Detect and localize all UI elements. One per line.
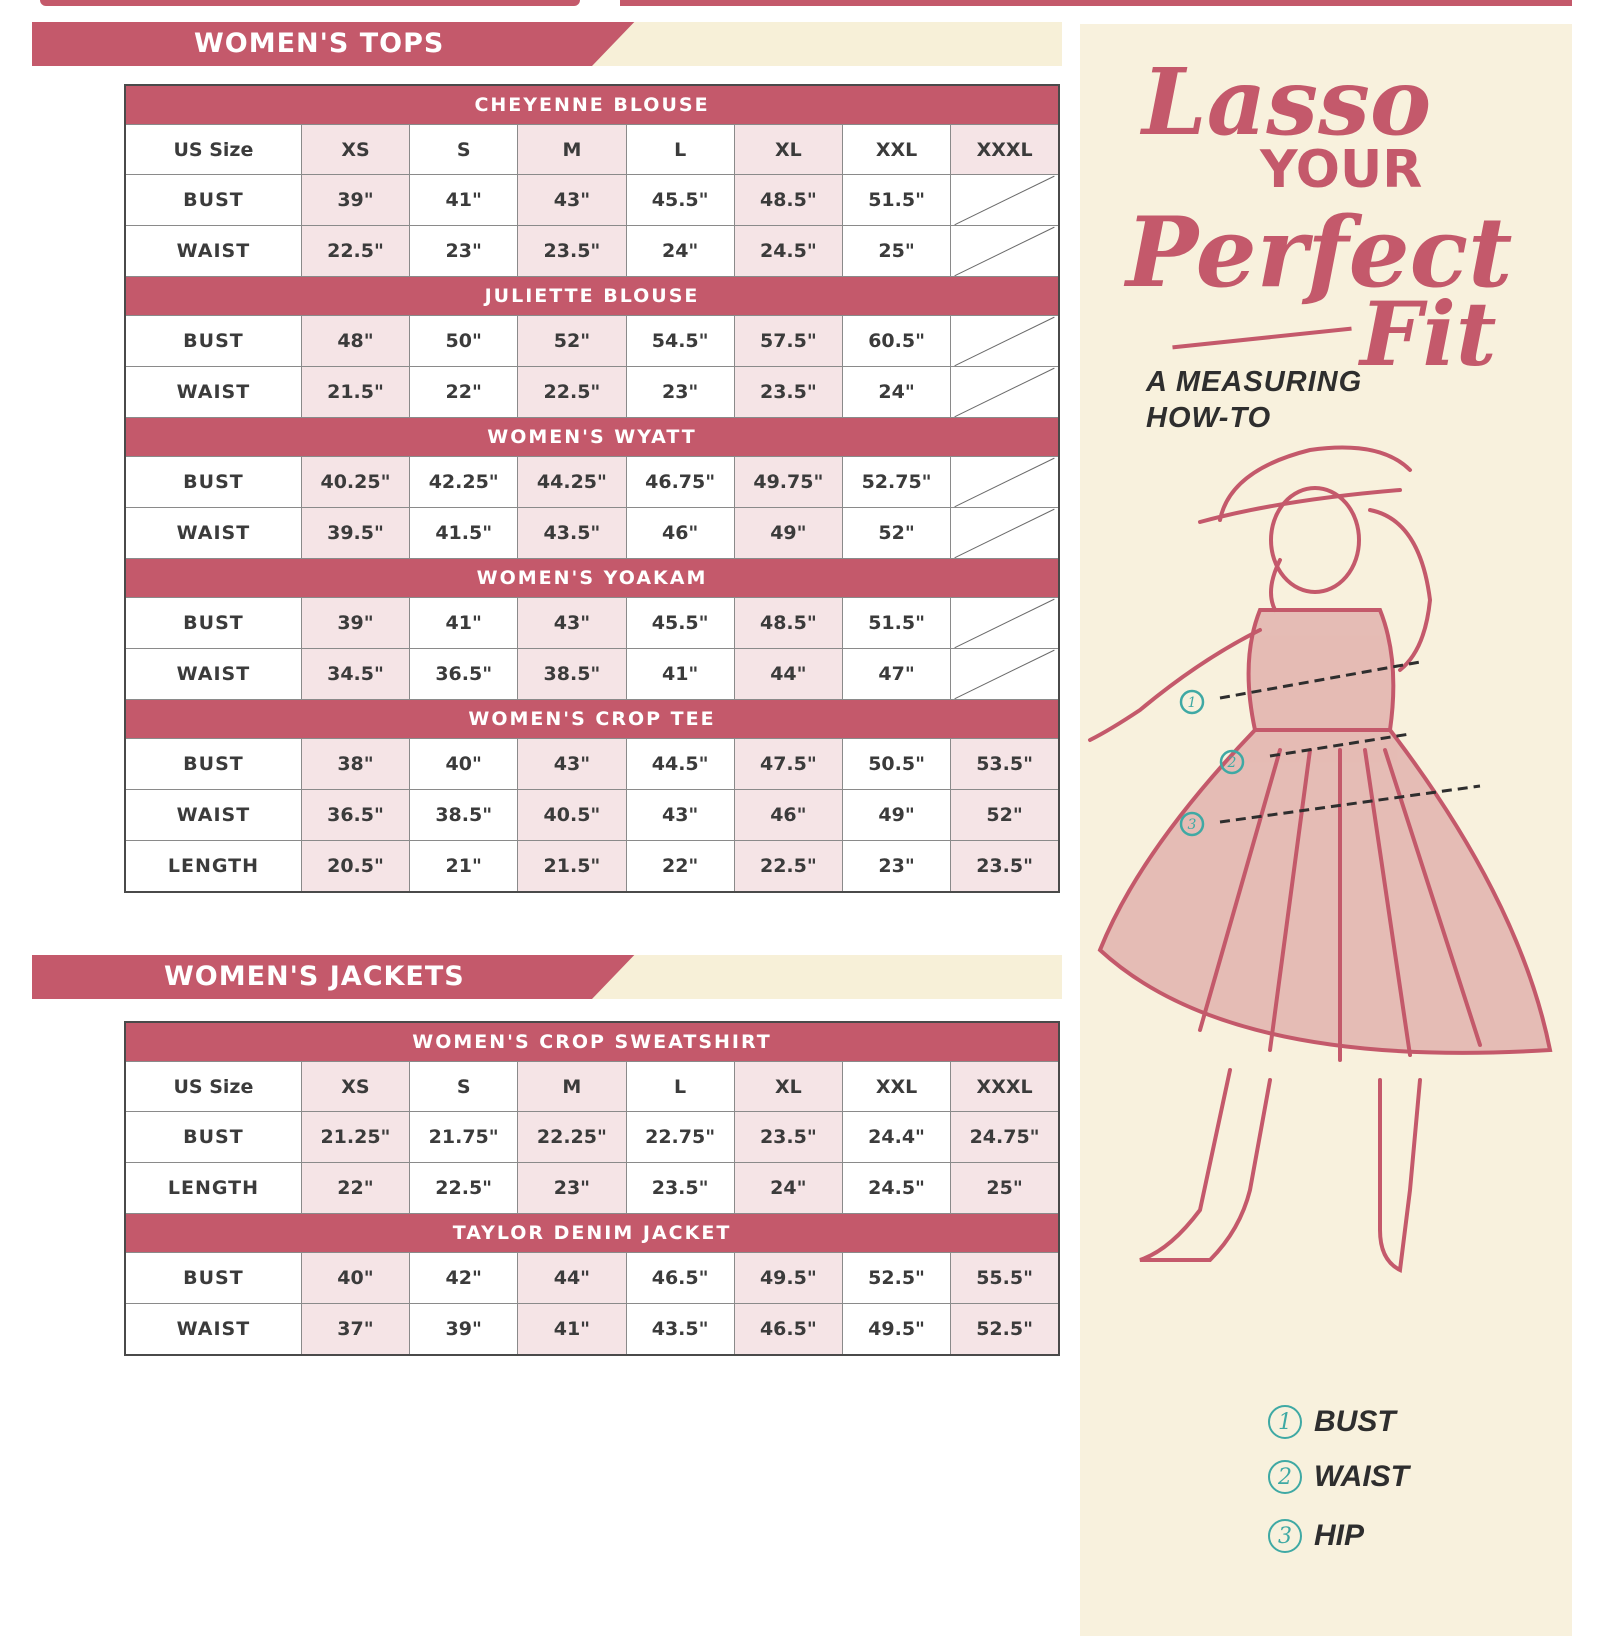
size-header-cell: XXL [842,125,950,175]
measurement-row [125,226,1059,277]
measurement-cell: 46.75" [626,457,734,508]
measurement-cell: 52.5" [951,1304,1059,1355]
jackets-table-body [125,1022,1059,1355]
measurement-cell: 24" [734,1163,842,1214]
legend-number: 1 [1268,1405,1302,1439]
size-header-cell: M [518,125,626,175]
measurement-cell: 23.5" [626,1163,734,1214]
measurement-row [125,1163,1059,1214]
measurement-row [125,739,1059,790]
size-header-label: US Size [125,125,301,175]
measurement-cell: 40" [301,1253,409,1304]
measurement-cell: 34.5" [301,649,409,700]
unavailable-cell [951,598,1059,649]
measurement-cell: 46" [626,508,734,559]
measurement-cell: 43" [626,790,734,841]
marker-number: 3 [1187,817,1197,833]
measurement-cell: 24.4" [842,1112,950,1163]
measurement-cell: 51.5" [842,175,950,226]
size-header-label: US Size [125,1062,301,1112]
measurement-cell: 24" [626,226,734,277]
size-header-cell: XXXL [951,125,1059,175]
measurement-cell: 23" [842,841,950,892]
measurement-cell: 40.25" [301,457,409,508]
size-header-row [125,1062,1059,1112]
measurement-label: BUST [125,316,301,367]
product-title-row [125,700,1059,739]
legend-label: HIP [1314,1519,1365,1552]
measurement-cell: 49" [734,508,842,559]
measurement-cell: 60.5" [842,316,950,367]
measurement-label: BUST [125,1253,301,1304]
measurement-cell: 52.5" [842,1253,950,1304]
legend-number: 2 [1268,1460,1302,1494]
measurement-cell: 22.5" [518,367,626,418]
legend-label: BUST [1314,1405,1396,1438]
measurement-cell: 23.5" [951,841,1059,892]
measurement-cell: 54.5" [626,316,734,367]
measurement-cell: 23" [518,1163,626,1214]
measurement-label: BUST [125,1112,301,1163]
measurement-cell: 24.75" [951,1112,1059,1163]
measurement-label: BUST [125,175,301,226]
size-header-row [125,125,1059,175]
measurement-row [125,367,1059,418]
measurement-cell: 39" [410,1304,518,1355]
unavailable-cell [951,367,1059,418]
size-header-cell: XXL [842,1062,950,1112]
jackets-size-table [124,1021,1060,1356]
measurement-cell: 46.5" [734,1304,842,1355]
measurement-row [125,790,1059,841]
measurement-label: BUST [125,457,301,508]
measurement-cell: 48.5" [734,175,842,226]
measurement-cell: 50" [410,316,518,367]
measurement-cell: 40" [410,739,518,790]
section-banner-tops [32,22,1062,66]
measurement-cell: 24.5" [842,1163,950,1214]
legend-label: WAIST [1314,1460,1409,1493]
top-logo-fragment [40,0,580,6]
measurement-row [125,175,1059,226]
perfect-title: Perfect [1126,196,1513,309]
size-header-cell: L [626,125,734,175]
measurement-label: WAIST [125,1304,301,1355]
measurement-cell: 39" [301,598,409,649]
measurement-cell: 43" [518,598,626,649]
measurement-cell: 22.75" [626,1112,734,1163]
measurement-cell: 51.5" [842,598,950,649]
measurement-label: WAIST [125,367,301,418]
measurement-cell: 49.75" [734,457,842,508]
measurement-cell: 44" [518,1253,626,1304]
measurement-label: BUST [125,598,301,649]
measurement-cell: 20.5" [301,841,409,892]
measurement-cell: 24.5" [734,226,842,277]
subtitle-line1: A MEASURING [1146,366,1363,398]
top-strip [620,0,1572,6]
product-title-row [125,559,1059,598]
measurement-cell: 41" [626,649,734,700]
measurement-cell: 57.5" [734,316,842,367]
measurement-row [125,1304,1059,1355]
unavailable-cell [951,457,1059,508]
size-header-cell: XS [301,125,409,175]
measurement-cell: 22.5" [410,1163,518,1214]
measurement-cell: 39.5" [301,508,409,559]
measurement-row [125,649,1059,700]
measurement-cell: 23.5" [734,1112,842,1163]
measurement-cell: 22" [626,841,734,892]
measurement-label: LENGTH [125,841,301,892]
measurement-cell: 23" [410,226,518,277]
measurement-cell: 21.5" [301,367,409,418]
marker-number: 1 [1187,695,1197,711]
section-title-tops: WOMEN'S TOPS [194,28,445,59]
measurement-cell: 42" [410,1253,518,1304]
unavailable-cell [951,226,1059,277]
measurement-label: WAIST [125,649,301,700]
size-header-cell: S [410,1062,518,1112]
measurement-cell: 45.5" [626,175,734,226]
measurement-cell: 43.5" [518,508,626,559]
measurement-label: WAIST [125,790,301,841]
measurement-cell: 23.5" [734,367,842,418]
measurement-cell: 39" [301,175,409,226]
product-title-row [125,1214,1059,1253]
measurement-cell: 41.5" [410,508,518,559]
legend-item-waist [1268,1457,1409,1497]
size-header-cell: M [518,1062,626,1112]
size-header-cell: XS [301,1062,409,1112]
measurement-cell: 36.5" [410,649,518,700]
measurement-cell: 44" [734,649,842,700]
measurement-cell: 47" [842,649,950,700]
tops-size-table [124,84,1060,893]
measurement-label: WAIST [125,508,301,559]
measurement-row [125,457,1059,508]
unavailable-cell [951,649,1059,700]
measurement-cell: 43" [518,175,626,226]
measurement-cell: 22" [410,367,518,418]
product-title: JULIETTE BLOUSE [125,277,1059,316]
measurement-cell: 21.25" [301,1112,409,1163]
size-header-cell: S [410,125,518,175]
measurement-cell: 52.75" [842,457,950,508]
product-title: WOMEN'S YOAKAM [125,559,1059,598]
fit-title: Fit [1360,282,1497,386]
measurement-row [125,1112,1059,1163]
measurement-cell: 23" [626,367,734,418]
unavailable-cell [951,316,1059,367]
product-title: WOMEN'S CROP SWEATSHIRT [125,1022,1059,1062]
unavailable-cell [951,175,1059,226]
measurement-cell: 46" [734,790,842,841]
measurement-cell: 49" [842,790,950,841]
measurement-cell: 41" [410,598,518,649]
measurement-row [125,1253,1059,1304]
product-title: WOMEN'S CROP TEE [125,700,1059,739]
measurement-cell: 22.25" [518,1112,626,1163]
measurement-cell: 37" [301,1304,409,1355]
measurement-cell: 55.5" [951,1253,1059,1304]
measurement-row [125,316,1059,367]
measurement-cell: 21" [410,841,518,892]
measurement-cell: 25" [842,226,950,277]
measurement-cell: 43.5" [626,1304,734,1355]
your-title: YOUR [1260,140,1423,200]
product-title: TAYLOR DENIM JACKET [125,1214,1059,1253]
measurement-cell: 49.5" [734,1253,842,1304]
measurement-cell: 42.25" [410,457,518,508]
measurement-cell: 41" [410,175,518,226]
measurement-cell: 25" [951,1163,1059,1214]
legend-item-bust [1268,1402,1396,1442]
measurement-cell: 41" [518,1304,626,1355]
product-title-row [125,1022,1059,1062]
measurement-cell: 23.5" [518,226,626,277]
lasso-title: Lasso [1142,48,1432,156]
measurement-cell: 21.5" [518,841,626,892]
measurement-cell: 47.5" [734,739,842,790]
measurement-row [125,508,1059,559]
section-banner-jackets [32,955,1062,999]
measurement-label: BUST [125,739,301,790]
size-header-cell: XL [734,125,842,175]
product-title: WOMEN'S WYATT [125,418,1059,457]
product-title: CHEYENNE BLOUSE [125,85,1059,125]
cowgirl-illustration-icon [1080,430,1572,1330]
measurement-cell: 52" [518,316,626,367]
measurement-cell: 48.5" [734,598,842,649]
section-title-jackets: WOMEN'S JACKETS [164,961,465,992]
measurement-label: WAIST [125,226,301,277]
legend-item-hip [1268,1516,1364,1556]
measurement-cell: 44.5" [626,739,734,790]
measurement-cell: 50.5" [842,739,950,790]
size-header-cell: XXXL [951,1062,1059,1112]
measurement-label: LENGTH [125,1163,301,1214]
measurement-cell: 38.5" [410,790,518,841]
unavailable-cell [951,508,1059,559]
measurement-cell: 45.5" [626,598,734,649]
measurement-cell: 22" [301,1163,409,1214]
measurement-cell: 36.5" [301,790,409,841]
size-header-cell: L [626,1062,734,1112]
measurement-cell: 52" [842,508,950,559]
marker-number: 2 [1227,755,1237,771]
product-title-row [125,277,1059,316]
legend-number: 3 [1268,1519,1302,1553]
subtitle-line2: HOW-TO [1146,402,1272,434]
measurement-cell: 21.75" [410,1112,518,1163]
measurement-cell: 40.5" [518,790,626,841]
measurement-cell: 38.5" [518,649,626,700]
measurement-cell: 52" [951,790,1059,841]
product-title-row [125,418,1059,457]
measurement-cell: 38" [301,739,409,790]
measurement-cell: 44.25" [518,457,626,508]
measurement-cell: 22.5" [734,841,842,892]
measurement-cell: 22.5" [301,226,409,277]
measurement-cell: 43" [518,739,626,790]
size-header-cell: XL [734,1062,842,1112]
measurement-cell: 24" [842,367,950,418]
measurement-cell: 46.5" [626,1253,734,1304]
measurement-cell: 48" [301,316,409,367]
measurement-row [125,598,1059,649]
measurement-cell: 49.5" [842,1304,950,1355]
measurement-cell: 53.5" [951,739,1059,790]
tops-table-body [125,85,1059,892]
measurement-row [125,841,1059,892]
product-title-row [125,85,1059,125]
